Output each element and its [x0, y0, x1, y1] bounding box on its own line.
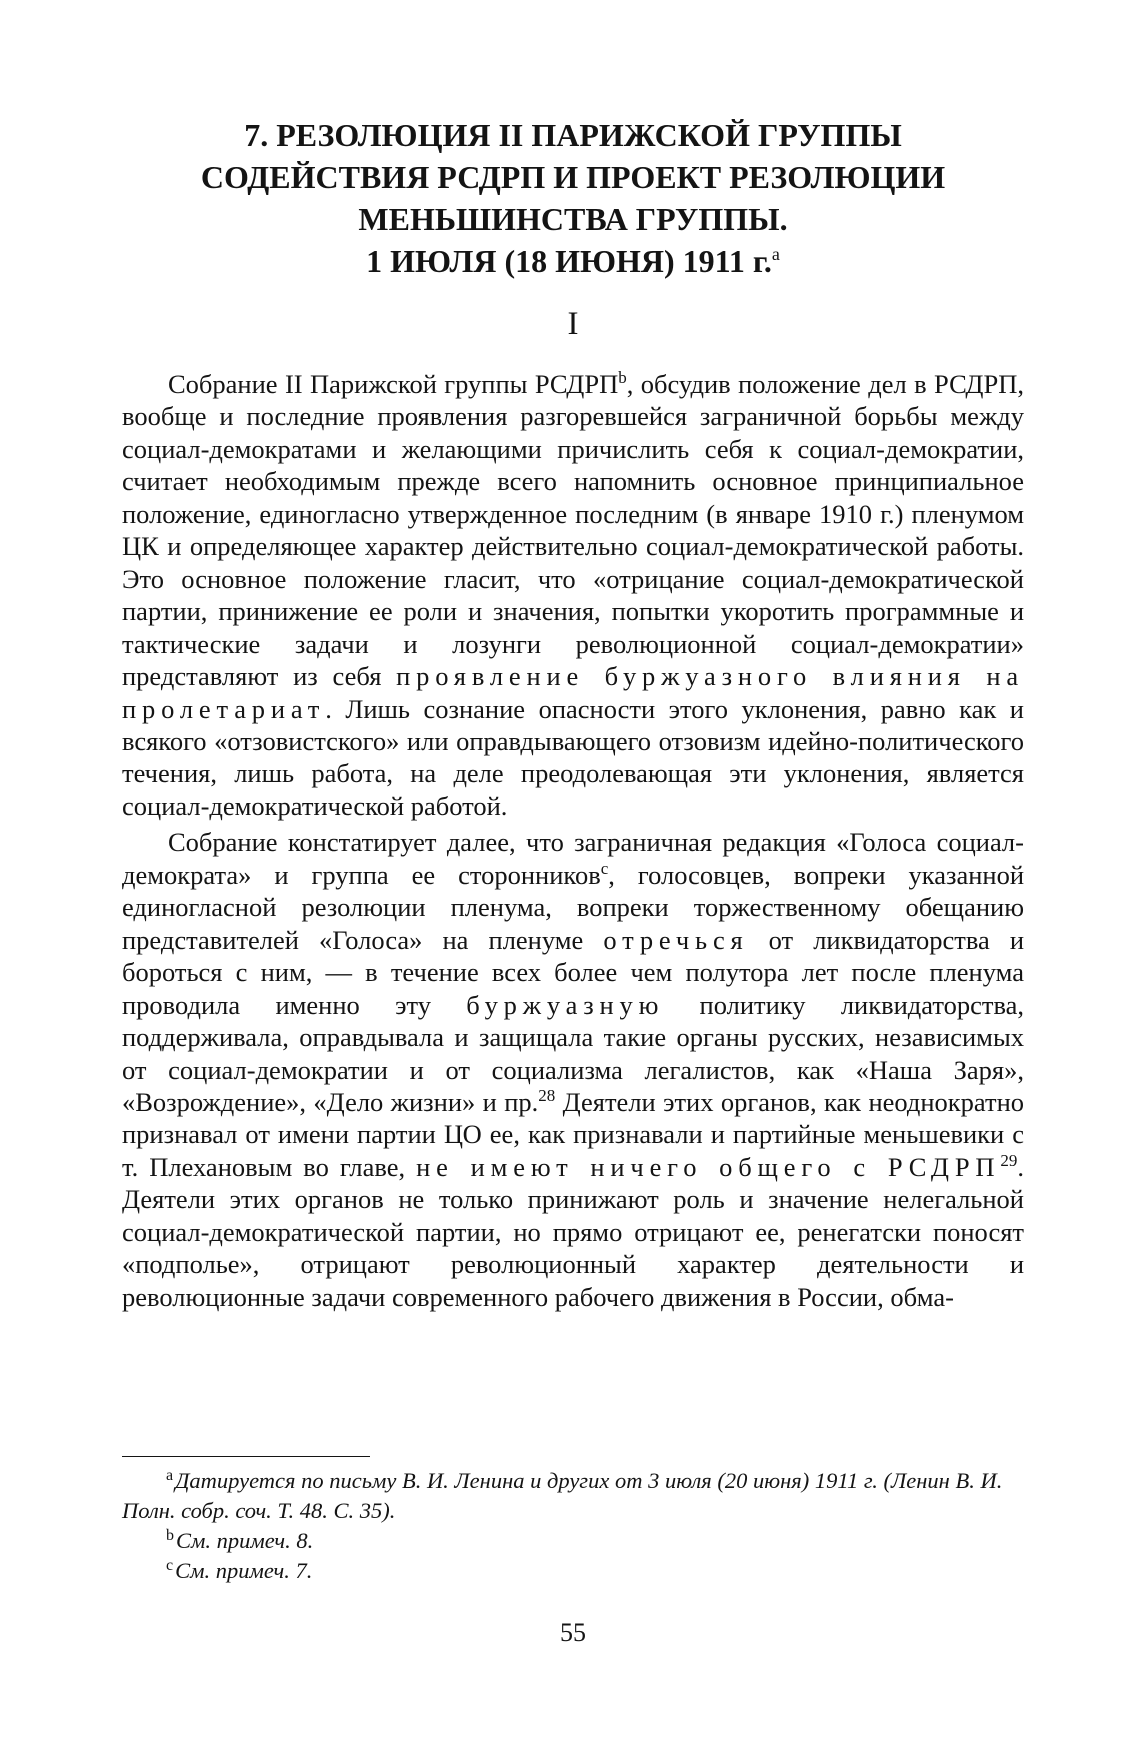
paragraph-2-text-e: Деятели этих органов, как неоднократно признавал от имени партии ЦО ее, как признавали и партийные меньшевики с т. Плехановым во главе,: [122, 1086, 1024, 1182]
paragraph-2-text-c: от ликвидаторства и бороться с ним, — в течение всех более чем полутора лет после пленума проводила именно эту: [122, 924, 1024, 1020]
footnote-text: См. примеч. 8.: [176, 1528, 314, 1553]
paragraph-1-text-b: , обсудив положение дел в РСДРП, вообще и последние проявления разгоревшейся заграничной борьбы между социал-демократами и желающими причислить себя к социал-демократии, считает необходимым прежде всего напомнить основное принципиальное положение, единогласно утвержденное последним (в январе 1910 г.) пленумом ЦК и определяющее характер действительно социал-демократической работы. Это основное положение гласит, что «отрицание социал-демократической партии, принижение ее роли и значения, попытки укоротить программные и тактические задачи и лозунги революционной социал-демократии» представляют из себя: [122, 369, 1025, 692]
footnote-c: [122, 1556, 1024, 1586]
title-date: 1 ИЮЛЯ (18 ИЮНЯ) 1911 г.: [366, 243, 772, 279]
title-footnote-mark: a: [771, 244, 780, 264]
note-ref-29: 29: [1000, 1150, 1018, 1170]
document-title: [120, 114, 1026, 282]
footnote-mark: a: [166, 1467, 174, 1484]
body-text: [122, 368, 1024, 1313]
paragraph-2-text-d: политику ликвидаторства, поддерживала, оправдывала и защищала такие органы русских, независимых от социал-демократии и от социализма легалистов, как «Наша Заря», «Возрождение», «Дело жизни» и пр.: [122, 989, 1024, 1117]
paragraph-1: [122, 368, 1024, 822]
footnote-text: Датируется по письму В. И. Ленина и других от 3 июля (20 июня) 1911 г. (Ленин В. И. Полн. собр. соч. Т. 48. С. 35).: [122, 1468, 1003, 1523]
title-line-4: [120, 240, 1026, 282]
footnote-mark: b: [166, 1527, 174, 1544]
emphasis-spaced: не имеют ничего общего с РСДРП: [416, 1151, 1001, 1182]
footnote-text: См. примеч. 7.: [175, 1558, 313, 1583]
title-line-3: МЕНЬШИНСТВА ГРУППЫ.: [358, 201, 788, 237]
footnote-separator: [122, 1456, 370, 1457]
emphasis-spaced: буржуазную: [466, 989, 665, 1020]
footnote-a: [122, 1466, 1024, 1526]
emphasis-spaced: проявление буржуазного влияния на пролетариат: [122, 661, 1024, 724]
footnote-mark: c: [166, 1557, 174, 1574]
paragraph-2-text-f: . Деятели этих органов не только принижают роль и значение нелегальной социал-демократической партии, но прямо отрицают ее, ренегатски поносят «подполье», отрицают революционный характер деятельности и революционные задачи современного рабочего движения в России, обма-: [122, 1151, 1024, 1312]
paragraph-1-text-c: . Лишь сознание опасности этого уклонения, равно как и всякого «отзовистского» или оправдывающего отзовизм идейно-политического течения, лишь работа, на деле преодолевающая эти уклонения, является социал-демократической работой.: [122, 693, 1024, 821]
emphasis-spaced: отречься: [603, 924, 749, 955]
paragraph-2-text-a: Собрание констатирует далее, что заграничная редакция «Голоса социал-демократа» и группа ее сторонников: [122, 827, 1024, 890]
section-number: I: [567, 306, 579, 342]
title-line-1: 7. РЕЗОЛЮЦИЯ II ПАРИЖСКОЙ ГРУППЫ: [244, 117, 902, 153]
title-line-2: СОДЕЙСТВИЯ РСДРП И ПРОЕКТ РЕЗОЛЮЦИИ: [200, 159, 946, 195]
note-ref-28: 28: [538, 1085, 556, 1105]
page-number: 55: [560, 1618, 586, 1647]
paragraph-1-text-a: Собрание II Парижской группы РСДРП: [168, 369, 619, 399]
paragraph-2-text-b: , голосовцев, вопреки указанной единогласной резолюции пленума, вопреки торжественному обещанию представителей «Голоса» на пленуме: [122, 859, 1025, 955]
footnote-ref-b: b: [618, 368, 627, 387]
footnote-b: [122, 1526, 1024, 1556]
footnotes: [122, 1466, 1024, 1586]
paragraph-2: [122, 826, 1024, 1313]
footnote-ref-c: c: [600, 858, 609, 878]
